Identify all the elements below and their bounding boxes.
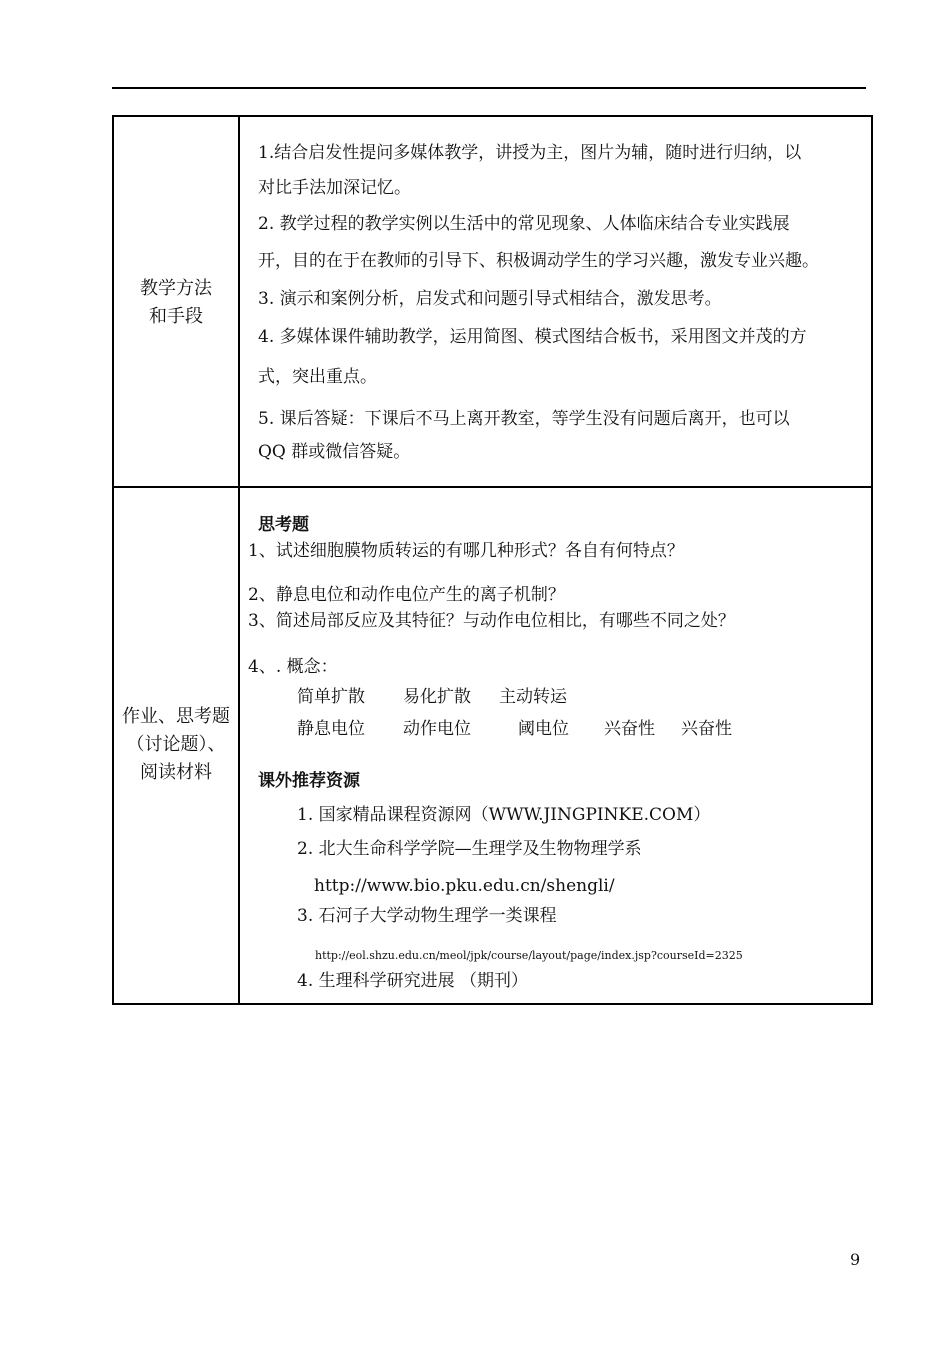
- methods-label-line1: 教学方法: [140, 278, 212, 299]
- concept-term: 兴奋性: [681, 719, 732, 739]
- resource-item: 1. 国家精品课程资源网（WWW.JINGPINKE.COM）: [297, 805, 711, 825]
- resource-item: 2. 北大生命科学学院—生理学及生物物理学系: [297, 839, 642, 859]
- question-item: 4、. 概念：: [248, 657, 338, 677]
- question-item: 1、试述细胞膜物质转运的有哪几种形式？各自有何特点？: [248, 541, 684, 561]
- methods-line: 式，突出重点。: [258, 367, 377, 387]
- resources-heading: 课外推荐资源: [258, 771, 360, 791]
- methods-line: 开，目的在于在教师的引导下、积极调动学生的学习兴趣，激发专业兴趣。: [258, 251, 819, 271]
- methods-line: 2. 教学过程的教学实例以生活中的常见现象、人体临床结合专业实践展: [258, 214, 790, 234]
- homework-label-line3: 阅读材料: [140, 762, 212, 783]
- resource-url: http://www.bio.pku.edu.cn/shengli/: [314, 876, 615, 896]
- question-item: 2、静息电位和动作电位产生的离子机制？: [248, 585, 565, 605]
- header-rule: [112, 87, 866, 89]
- methods-label: [114, 275, 238, 331]
- homework-label: [114, 703, 238, 787]
- column-divider: [238, 117, 240, 1003]
- resource-url: http://eol.shzu.edu.cn/meol/jpk/course/layout/page/index.jsp?courseId=2325: [315, 949, 743, 962]
- homework-label-line1: 作业、思考题: [122, 706, 230, 727]
- question-item: 3、简述局部反应及其特征？与动作电位相比，有哪些不同之处？: [248, 611, 735, 631]
- methods-label-line2: 和手段: [149, 306, 203, 327]
- concept-term: 静息电位: [297, 719, 365, 739]
- methods-line: 3. 演示和案例分析，启发式和问题引导式相结合，激发思考。: [258, 289, 722, 309]
- concept-term: 动作电位: [403, 719, 471, 739]
- resource-item: 3. 石河子大学动物生理学一类课程: [297, 906, 557, 926]
- page-number: 9: [850, 1250, 861, 1269]
- concept-term: 主动转运: [499, 687, 567, 707]
- methods-line: 5. 课后答疑：下课后不马上离开教室，等学生没有问题后离开，也可以: [258, 409, 790, 429]
- methods-line: 对比手法加深记忆。: [258, 178, 411, 198]
- concept-term: 简单扩散: [297, 687, 365, 707]
- methods-line: 4. 多媒体课件辅助教学，运用简图、模式图结合板书，采用图文并茂的方: [258, 327, 807, 347]
- row-divider: [114, 486, 871, 488]
- methods-line: 1.结合启发性提问多媒体教学，讲授为主，图片为辅，随时进行归纳，以: [258, 143, 802, 163]
- resource-item: 4. 生理科学研究进展 （期刊）: [297, 971, 529, 991]
- homework-label-line2: （讨论题）、: [126, 734, 226, 755]
- questions-heading: 思考题: [258, 515, 309, 535]
- concept-term: 易化扩散: [403, 687, 471, 707]
- concept-term: 阈电位: [518, 719, 569, 739]
- syllabus-table: [112, 115, 873, 1005]
- methods-line: QQ 群或微信答疑。: [258, 442, 411, 462]
- concept-term: 兴奋性: [604, 719, 655, 739]
